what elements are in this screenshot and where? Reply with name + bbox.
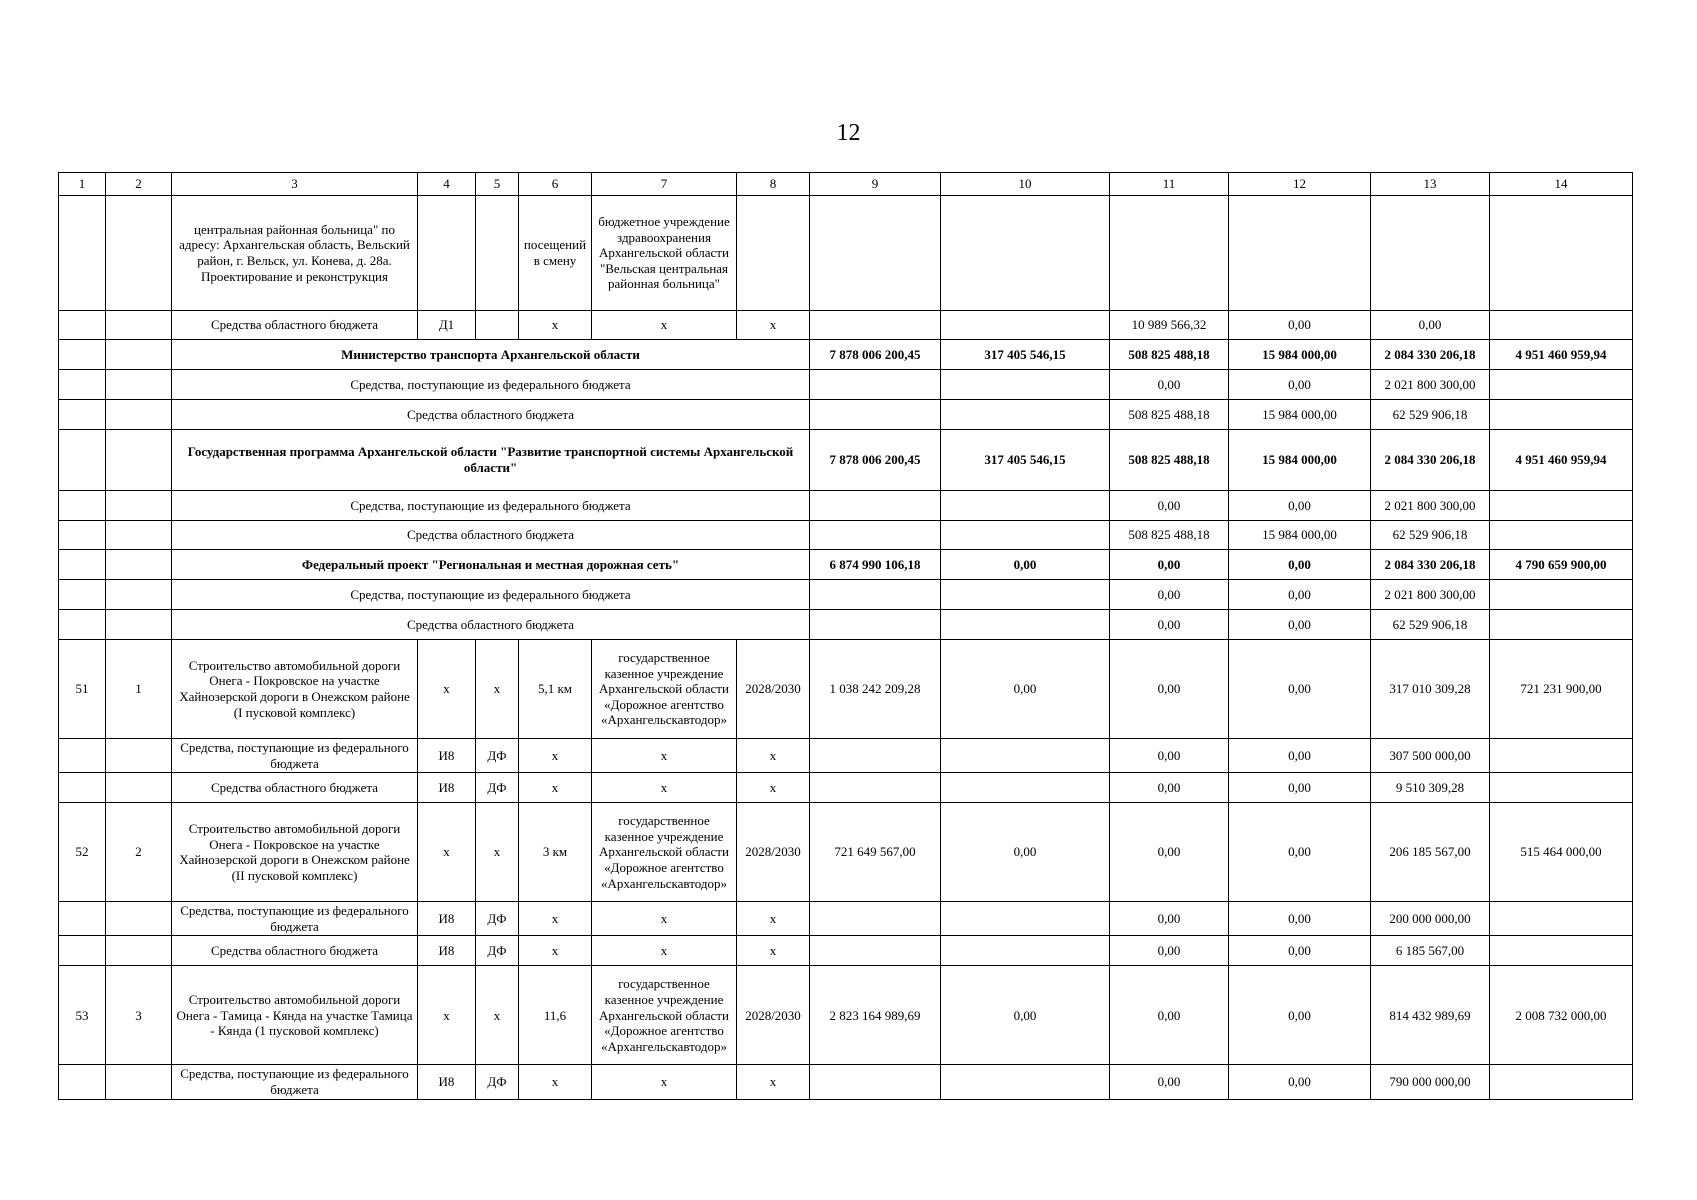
mark-cell: х [519,739,592,773]
amount-cell: 0,00 [1110,491,1229,521]
program-title: Государственная программа Архангельской области "Развитие транспортной системы Архангельской области" [172,430,810,491]
amount-cell: 7 878 006 200,45 [810,430,941,491]
funding-label: Средства областного бюджета [172,773,418,803]
project-total-row [59,550,1633,580]
funding-row [59,739,1633,773]
capacity-cell: 11,6 [519,966,592,1065]
amount-cell: 2 084 330 206,18 [1371,340,1490,370]
amount-cell: 0,00 [1229,370,1371,400]
column-number: 11 [1110,173,1229,196]
column-number: 12 [1229,173,1371,196]
mark-cell: х [592,902,737,936]
amount-cell: 0,00 [1110,773,1229,803]
amount-cell: 0,00 [1110,550,1229,580]
amount-cell: 0,00 [1371,311,1490,340]
mark-cell: х [737,311,810,340]
column-number: 3 [172,173,418,196]
capacity-cell: 3 км [519,803,592,902]
amount-cell: 0,00 [941,803,1110,902]
amount-cell: 0,00 [1229,1065,1371,1099]
mark-cell: х [519,1065,592,1099]
amount-cell: 4 951 460 959,94 [1490,340,1633,370]
object-name-cell: Строительство автомобильной дороги Онега - Покровское на участке Хайнозерской дороги в Онежском районе (I пусковой комплекс) [172,640,418,739]
amount-cell: 2 021 800 300,00 [1371,580,1490,610]
amount-cell: 0,00 [1110,936,1229,966]
amount-cell: 15 984 000,00 [1229,430,1371,491]
funding-label: Средства, поступающие из федерального бюджета [172,491,810,521]
amount-cell: 15 984 000,00 [1229,340,1371,370]
mark-cell: х [476,640,519,739]
amount-cell: 2 084 330 206,18 [1371,430,1490,491]
amount-cell: 0,00 [1110,902,1229,936]
funding-row [59,370,1633,400]
column-number: 5 [476,173,519,196]
code-cell: И8 [418,936,476,966]
column-number: 4 [418,173,476,196]
amount-cell: 2 008 732 000,00 [1490,966,1633,1065]
amount-cell: 317 405 546,15 [941,340,1110,370]
amount-cell: 0,00 [1229,550,1371,580]
period-cell: 2028/2030 [737,803,810,902]
column-number: 9 [810,173,941,196]
amount-cell: 0,00 [941,966,1110,1065]
amount-cell: 0,00 [1110,1065,1229,1099]
amount-cell: 0,00 [1229,966,1371,1065]
row-number: 53 [59,966,106,1065]
amount-cell: 0,00 [1110,640,1229,739]
code-cell: ДФ [476,936,519,966]
amount-cell: 0,00 [1110,803,1229,902]
funding-row [59,1065,1633,1099]
amount-cell: 6 185 567,00 [1371,936,1490,966]
funding-row [59,491,1633,521]
amount-cell: 0,00 [1229,803,1371,902]
ministry-title: Министерство транспорта Архангельской области [172,340,810,370]
amount-cell: 200 000 000,00 [1371,902,1490,936]
code-cell: И8 [418,902,476,936]
amount-cell: 0,00 [1110,580,1229,610]
mark-cell: х [737,1065,810,1099]
amount-cell: 0,00 [1229,640,1371,739]
mark-cell: х [476,803,519,902]
project-title: Федеральный проект "Региональная и местная дорожная сеть" [172,550,810,580]
amount-cell: 721 649 567,00 [810,803,941,902]
funding-row [59,773,1633,803]
code-cell: ДФ [476,1065,519,1099]
row-number: 51 [59,640,106,739]
page-number: 12 [836,120,861,146]
column-number: 13 [1371,173,1490,196]
mark-cell: х [519,936,592,966]
customer-cell: государственное казенное учреждение Архангельской области «Дорожное агентство «Архангельскавтодор» [592,966,737,1065]
amount-cell: 0,00 [1110,966,1229,1065]
column-number: 10 [941,173,1110,196]
code-cell: Д1 [418,311,476,340]
item-number: 2 [106,803,172,902]
amount-cell: 0,00 [1229,739,1371,773]
mark-cell: х [737,902,810,936]
mark-cell: х [519,311,592,340]
amount-cell: 2 084 330 206,18 [1371,550,1490,580]
funding-label: Средства, поступающие из федерального бюджета [172,739,418,773]
mark-cell: х [418,640,476,739]
funding-row [59,610,1633,640]
mark-cell: х [737,936,810,966]
object-row [59,803,1633,902]
funding-row [59,580,1633,610]
funding-label: Средства, поступающие из федерального бюджета [172,902,418,936]
object-row [59,640,1633,739]
amount-cell: 9 510 309,28 [1371,773,1490,803]
amount-cell: 7 878 006 200,45 [810,340,941,370]
amount-cell: 62 529 906,18 [1371,521,1490,550]
mark-cell: х [592,1065,737,1099]
mark-cell: х [592,936,737,966]
code-cell: И8 [418,1065,476,1099]
code-cell: ДФ [476,902,519,936]
mark-cell: х [737,773,810,803]
amount-cell: 317 405 546,15 [941,430,1110,491]
column-number: 14 [1490,173,1633,196]
mark-cell: х [519,773,592,803]
funding-row [59,521,1633,550]
column-number: 8 [737,173,810,196]
column-number: 7 [592,173,737,196]
program-total-row [59,430,1633,491]
funding-row [59,311,1633,340]
funding-row [59,936,1633,966]
row-number: 52 [59,803,106,902]
customer-cell: бюджетное учреждение здравоохранения Архангельской области "Вельская центральная районная больница" [592,196,737,311]
mark-cell: х [418,966,476,1065]
period-cell: 2028/2030 [737,640,810,739]
amount-cell: 4 790 659 900,00 [1490,550,1633,580]
amount-cell: 62 529 906,18 [1371,400,1490,430]
funding-label: Средства, поступающие из федерального бюджета [172,370,810,400]
amount-cell: 10 989 566,32 [1110,311,1229,340]
capacity-cell: 5,1 км [519,640,592,739]
amount-cell: 0,00 [1229,936,1371,966]
amount-cell: 1 038 242 209,28 [810,640,941,739]
amount-cell: 2 823 164 989,69 [810,966,941,1065]
amount-cell: 4 951 460 959,94 [1490,430,1633,491]
mark-cell: х [418,803,476,902]
amount-cell: 721 231 900,00 [1490,640,1633,739]
amount-cell: 62 529 906,18 [1371,610,1490,640]
amount-cell: 2 021 800 300,00 [1371,370,1490,400]
funding-label: Средства областного бюджета [172,400,810,430]
code-cell: И8 [418,773,476,803]
item-number: 3 [106,966,172,1065]
code-cell: И8 [418,739,476,773]
funding-label: Средства областного бюджета [172,936,418,966]
amount-cell: 0,00 [941,550,1110,580]
amount-cell: 0,00 [941,640,1110,739]
amount-cell: 0,00 [1229,580,1371,610]
amount-cell: 6 874 990 106,18 [810,550,941,580]
amount-cell: 508 825 488,18 [1110,430,1229,491]
amount-cell: 15 984 000,00 [1229,521,1371,550]
funding-row [59,400,1633,430]
mark-cell: х [592,311,737,340]
amount-cell: 0,00 [1110,610,1229,640]
object-name-cell: Строительство автомобильной дороги Онега - Тамица - Кянда на участке Тамица - Кянда (1 пусковой комплекс) [172,966,418,1065]
funding-row [59,902,1633,936]
amount-cell: 0,00 [1110,370,1229,400]
amount-cell: 0,00 [1229,311,1371,340]
budget-table [58,172,1633,1100]
column-number: 6 [519,173,592,196]
funding-label: Средства областного бюджета [172,610,810,640]
column-number: 2 [106,173,172,196]
capacity-unit-cell: посещений в смену [519,196,592,311]
amount-cell: 307 500 000,00 [1371,739,1490,773]
mark-cell: х [592,739,737,773]
amount-cell: 0,00 [1229,610,1371,640]
mark-cell: х [592,773,737,803]
amount-cell: 508 825 488,18 [1110,521,1229,550]
column-number-row [59,173,1633,196]
object-name-cell: Строительство автомобильной дороги Онега - Покровское на участке Хайнозерской дороги в Онежском районе (II пусковой комплекс) [172,803,418,902]
amount-cell: 790 000 000,00 [1371,1065,1490,1099]
mark-cell: х [737,739,810,773]
column-number: 1 [59,173,106,196]
object-name-cell: центральная районная больница" по адресу: Архангельская область, Вельский район, г. Вельск, ул. Конева, д. 28а. Проектирование и реконструкция [172,196,418,311]
ministry-total-row [59,340,1633,370]
mark-cell: х [476,966,519,1065]
funding-label: Средства, поступающие из федерального бюджета [172,1065,418,1099]
amount-cell: 2 021 800 300,00 [1371,491,1490,521]
amount-cell: 0,00 [1229,902,1371,936]
customer-cell: государственное казенное учреждение Архангельской области «Дорожное агентство «Архангельскавтодор» [592,640,737,739]
item-number: 1 [106,640,172,739]
object-row [59,966,1633,1065]
amount-cell: 206 185 567,00 [1371,803,1490,902]
funding-label: Средства областного бюджета [172,521,810,550]
funding-label: Средства, поступающие из федерального бюджета [172,580,810,610]
amount-cell: 0,00 [1229,491,1371,521]
amount-cell: 317 010 309,28 [1371,640,1490,739]
amount-cell: 0,00 [1110,739,1229,773]
amount-cell: 508 825 488,18 [1110,400,1229,430]
period-cell: 2028/2030 [737,966,810,1065]
continuation-row [59,196,1633,311]
code-cell: ДФ [476,773,519,803]
amount-cell: 15 984 000,00 [1229,400,1371,430]
code-cell: ДФ [476,739,519,773]
amount-cell: 515 464 000,00 [1490,803,1633,902]
amount-cell: 814 432 989,69 [1371,966,1490,1065]
mark-cell: х [519,902,592,936]
customer-cell: государственное казенное учреждение Архангельской области «Дорожное агентство «Архангельскавтодор» [592,803,737,902]
amount-cell: 0,00 [1229,773,1371,803]
funding-label: Средства областного бюджета [172,311,418,340]
amount-cell: 508 825 488,18 [1110,340,1229,370]
